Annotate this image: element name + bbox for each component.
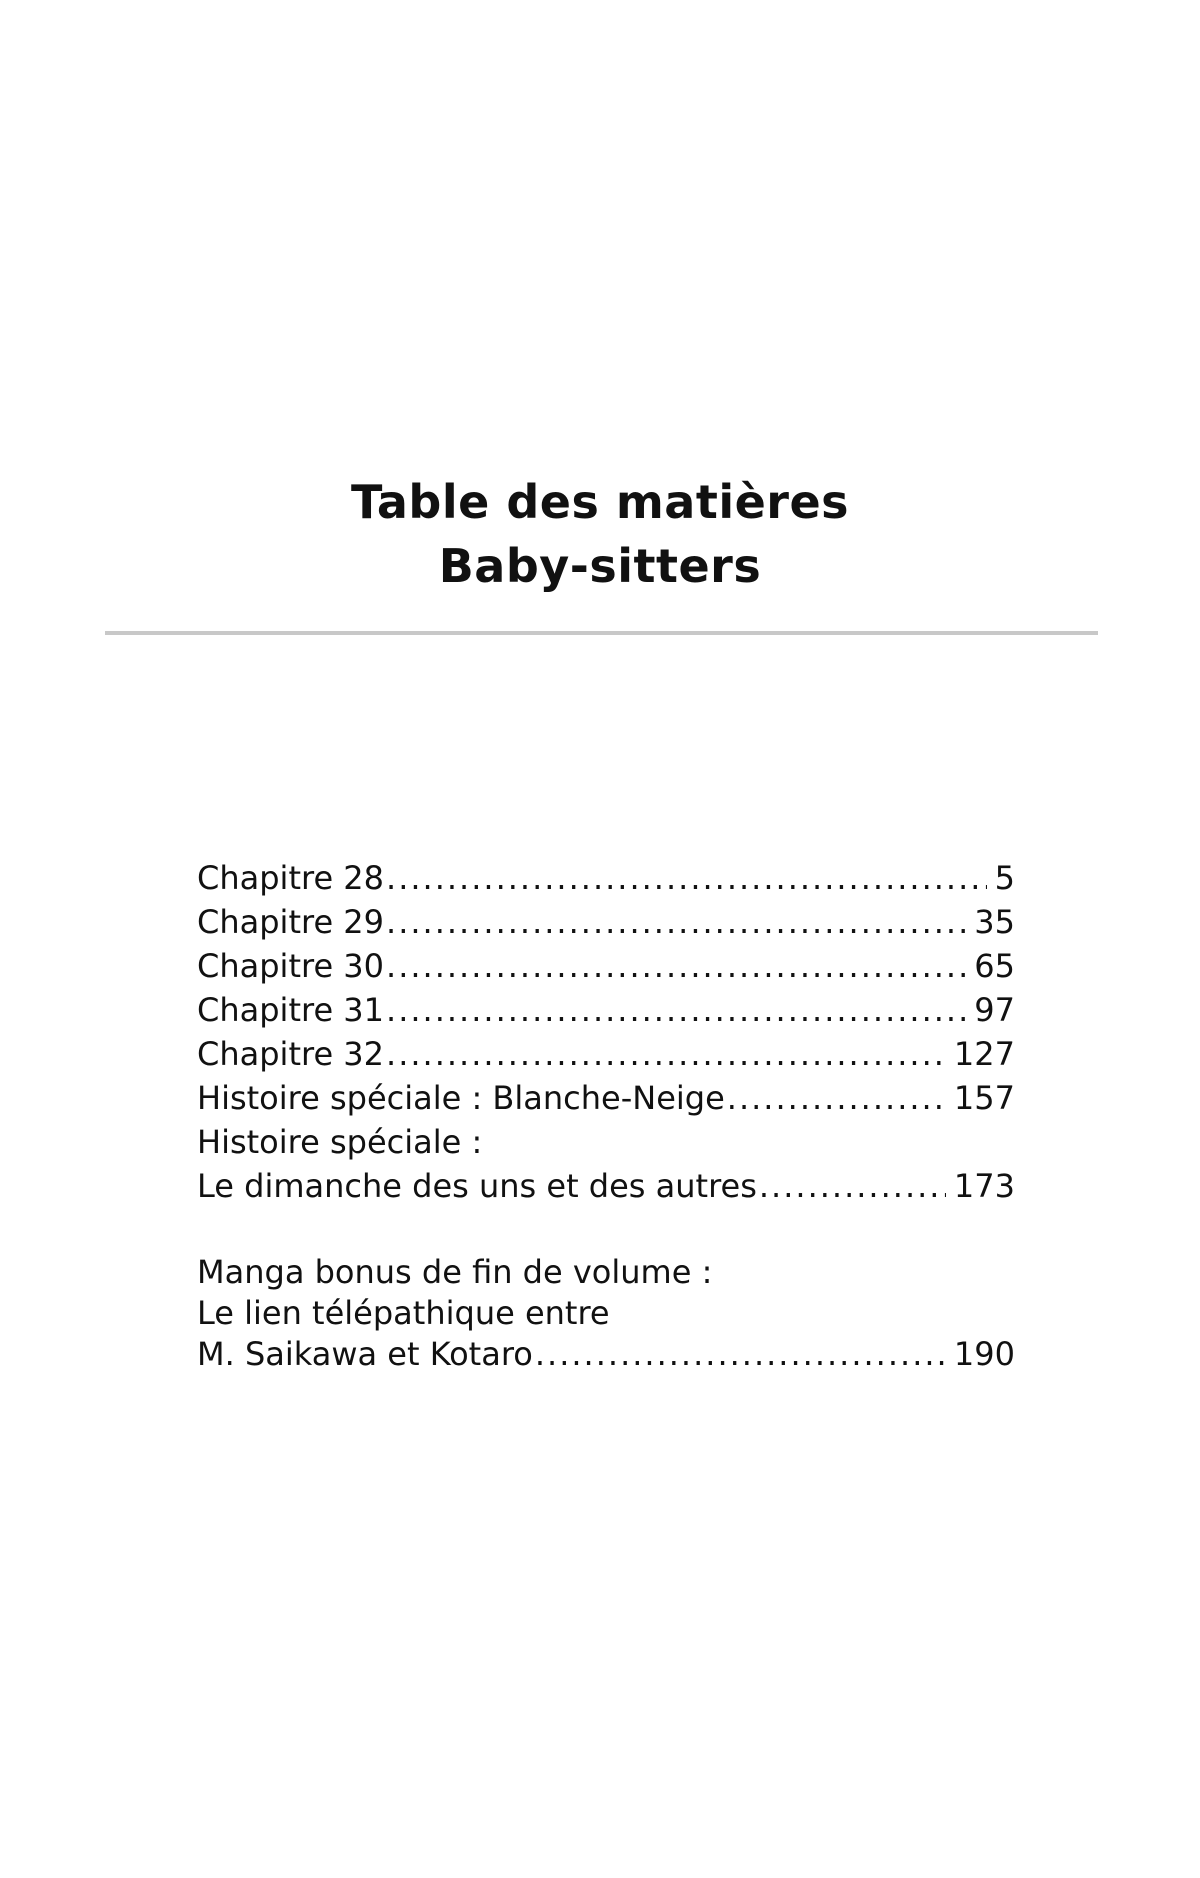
toc-entry-chapter-29 — [197, 900, 1015, 944]
toc-leader-dots — [386, 900, 966, 944]
toc-bonus-heading — [197, 1252, 1015, 1293]
toc-entry-special-dimanche-heading — [197, 1120, 1015, 1164]
toc-leader-dots — [386, 988, 966, 1032]
toc-entry-label: Chapitre 30 — [197, 947, 385, 985]
toc-entry-special-blanche-neige — [197, 1076, 1015, 1120]
toc-entry-special-dimanche — [197, 1164, 1015, 1208]
title-divider — [105, 631, 1098, 635]
toc-entry-page: 157 — [953, 1079, 1015, 1117]
table-of-contents — [197, 856, 1015, 1375]
toc-entry-label: M. Saikawa et Kotaro — [197, 1335, 533, 1373]
toc-bonus-group — [197, 1252, 1015, 1375]
title-line-1: Table des matières — [350, 475, 850, 529]
toc-bonus-subheading — [197, 1293, 1015, 1334]
toc-leader-dots — [535, 1334, 946, 1375]
toc-entry-label: Chapitre 32 — [197, 1035, 385, 1073]
toc-entry-label: Histoire spéciale : — [197, 1123, 483, 1161]
toc-entry-label: Manga bonus de fin de volume : — [197, 1253, 713, 1291]
toc-leader-dots — [386, 856, 987, 900]
toc-leader-dots — [386, 944, 966, 988]
toc-leader-dots — [759, 1164, 946, 1208]
toc-entry-chapter-32 — [197, 1032, 1015, 1076]
toc-entry-label: Histoire spéciale : Blanche-Neige — [197, 1079, 725, 1117]
toc-entry-page: 190 — [953, 1335, 1015, 1373]
toc-entry-label: Le lien télépathique entre — [197, 1294, 610, 1332]
toc-entry-page: 97 — [974, 991, 1015, 1029]
toc-entry-page: 173 — [953, 1167, 1015, 1205]
title-line-2: Baby-sitters — [438, 539, 762, 593]
toc-entry-label: Chapitre 29 — [197, 903, 385, 941]
toc-entry-chapter-28 — [197, 856, 1015, 900]
toc-main-group — [197, 856, 1015, 1208]
toc-leader-dots — [386, 1032, 946, 1076]
toc-entry-page: 35 — [974, 903, 1015, 941]
toc-entry-page: 5 — [994, 859, 1015, 897]
page-title — [0, 470, 1200, 598]
toc-leader-dots — [727, 1076, 946, 1120]
toc-entry-label: Le dimanche des uns et des autres — [197, 1167, 757, 1205]
toc-bonus-entry — [197, 1334, 1015, 1375]
toc-entry-page: 65 — [974, 947, 1015, 985]
toc-entry-page: 127 — [953, 1035, 1015, 1073]
toc-entry-chapter-31 — [197, 988, 1015, 1032]
toc-entry-label: Chapitre 31 — [197, 991, 385, 1029]
toc-entry-label: Chapitre 28 — [197, 859, 385, 897]
toc-entry-chapter-30 — [197, 944, 1015, 988]
